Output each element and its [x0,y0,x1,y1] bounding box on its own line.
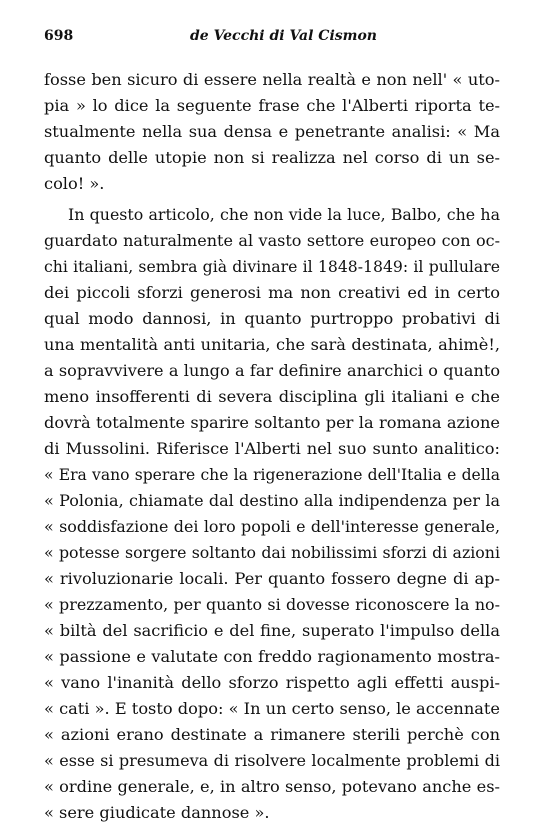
text-line: fosse ben sicuro di essere nella realtà e non nell' « uto- [44,70,500,89]
text-line: « azioni erano destinate a rimanere sterili perchè con [44,725,500,744]
text-line: « prezzamento, per quanto si dovesse riconoscere la no- [44,595,500,614]
text-line: « potesse sorgere soltanto dai nobilissimi sforzi di azioni [44,543,500,562]
page-number: 698 [44,28,74,44]
text-line: qual modo dannosi, in quanto purtroppo probativi di [44,309,500,328]
text-line: dei piccoli sforzi generosi ma non creativi ed in certo [44,283,500,302]
body-text [44,67,500,826]
paragraph-2 [44,202,500,826]
text-line: chi italiani, sembra già divinare il 1848-1849: il pullulare [44,257,500,276]
text-line: quanto delle utopie non si realizza nel corso di un se- [44,148,500,167]
text-line: di Mussolini. Riferisce l'Alberti nel suo sunto analitico: [44,439,500,458]
paragraph-1 [44,67,500,197]
text-line: una mentalità anti unitaria, che sarà destinata, ahimè!, [44,335,500,354]
text-line: guardato naturalmente al vasto settore europeo con oc- [44,231,500,250]
text-line: a sopravvivere a lungo a far definire anarchici o quanto [44,361,500,380]
text-line: stualmente nella sua densa e penetrante analisi: « Ma [44,122,500,141]
text-line: « Polonia, chiamate dal destino alla indipendenza per la [44,491,500,510]
text-line: « sere giudicate dannose ». [44,803,270,822]
text-line: colo! ». [44,174,105,193]
text-line: « biltà del sacrificio e del fine, superato l'impulso della [44,621,500,640]
text-line: « Era vano sperare che la rigenerazione dell'Italia e della [44,466,500,484]
text-line: « passione e valutate con freddo ragionamento mostra- [44,647,500,666]
text-line: « vano l'inanità dello sforzo rispetto agli effetti auspi- [44,673,500,692]
text-line: meno insofferenti di severa disciplina gli italiani e che [44,387,500,406]
page-header [44,28,500,52]
text-line: « ordine generale, e, in altro senso, potevano anche es- [44,777,500,796]
text-line: In questo articolo, che non vide la luce, Balbo, che ha [68,205,500,224]
text-line: dovrà totalmente sparire soltanto per la romana azione [44,413,500,432]
running-head: de Vecchi di Val Cismon [190,28,377,44]
text-line: pia » lo dice la seguente frase che l'Alberti riporta te- [44,96,500,115]
text-line: « soddisfazione dei loro popoli e dell'interesse generale, [44,517,500,536]
text-line: « esse si presumeva di risolvere localmente problemi di [44,751,500,770]
text-line: « rivoluzionarie locali. Per quanto fossero degne di ap- [44,569,500,588]
text-line: « cati ». E tosto dopo: « In un certo senso, le accennate [44,699,500,718]
